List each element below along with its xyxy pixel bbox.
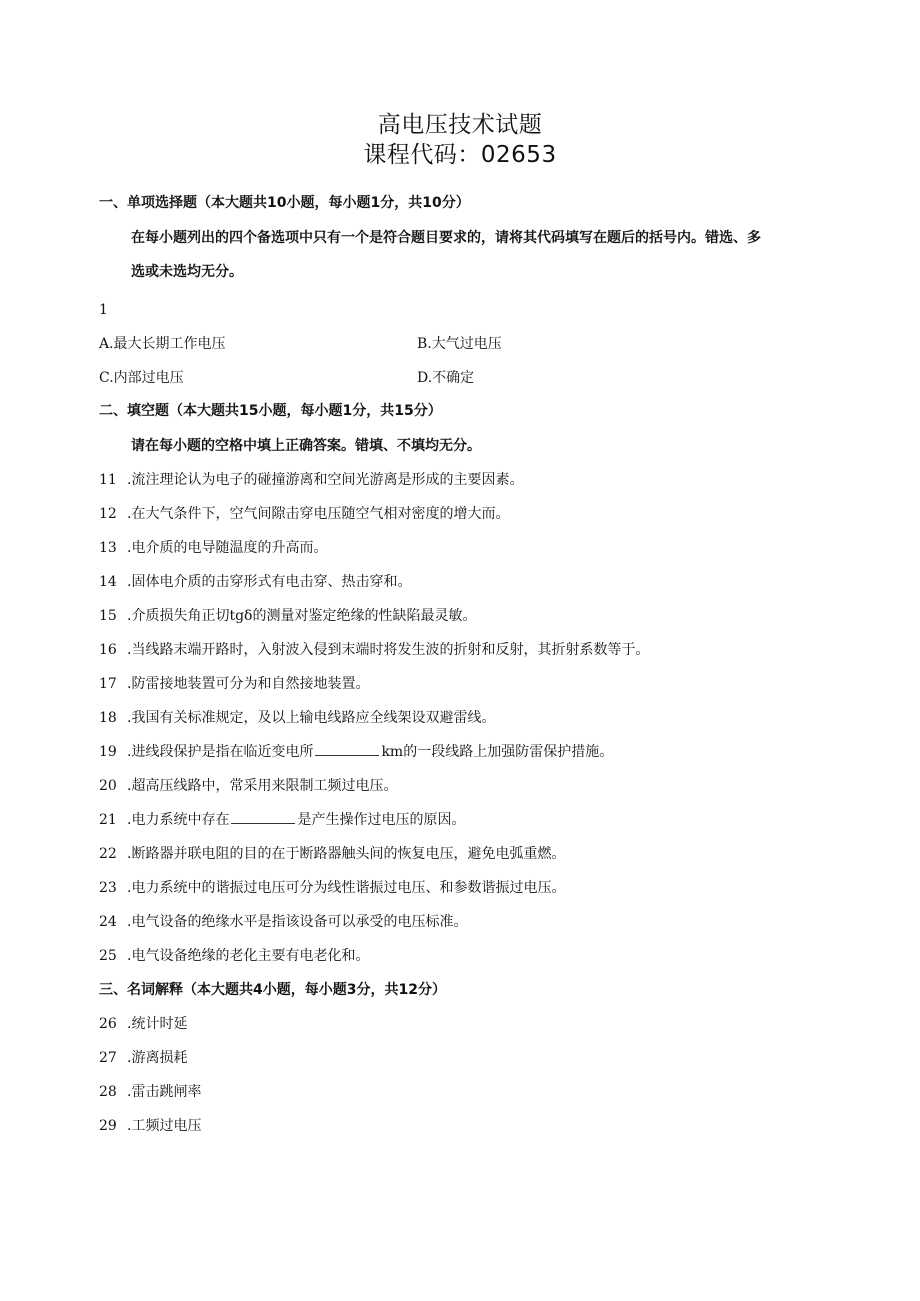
question-number: 12 — [99, 506, 117, 522]
question-text: .介质损失角正切tgδ的测量对鉴定绝缘的性缺陷最灵敏。 — [127, 608, 477, 624]
question-item — [99, 504, 509, 524]
question-item — [99, 606, 476, 626]
question-text-prefix: .进线段保护是指在临近变电所 — [127, 744, 314, 760]
question-item — [99, 708, 495, 728]
question-item — [99, 640, 649, 660]
question-item — [99, 844, 565, 864]
question-text: .雷击跳闸率 — [127, 1084, 202, 1100]
question-text: .工频过电压 — [127, 1118, 202, 1134]
question-item — [99, 776, 397, 796]
question-text: .当线路末端开路时，入射波入侵到末端时将发生波的折射和反射，其折射系数等于。 — [127, 642, 650, 658]
question-item — [99, 470, 523, 490]
question-text: .电介质的电导随温度的升高而。 — [127, 540, 328, 556]
answer-blank — [231, 810, 295, 824]
question-text: .统计时延 — [127, 1016, 188, 1032]
question-text-suffix: km的一段线路上加强防雷保护措施。 — [381, 744, 614, 760]
question-number: 19 — [99, 744, 117, 760]
question-number: 26 — [99, 1016, 117, 1032]
question-item — [99, 1082, 201, 1102]
question-number: 13 — [99, 540, 117, 556]
question-number: 27 — [99, 1050, 117, 1066]
question-number: 14 — [99, 574, 117, 590]
question-item — [99, 1116, 201, 1136]
question-text: .流注理论认为电子的碰撞游离和空间光游离是形成的主要因素。 — [127, 472, 524, 488]
question-text: .在大气条件下，空气间隙击穿电压随空气相对密度的增大而。 — [127, 506, 510, 522]
question-item — [99, 1014, 187, 1034]
question-item — [99, 912, 467, 932]
question-text: .固体电介质的击穿形式有电击穿、热击穿和。 — [127, 574, 412, 590]
question-item — [99, 538, 327, 558]
question-1-number: 1 — [99, 302, 108, 318]
question-text: .游离损耗 — [127, 1050, 188, 1066]
question-number: 28 — [99, 1084, 117, 1100]
question-number: 17 — [99, 676, 117, 692]
section2-instruction: 请在每小题的空格中填上正确答案。错填、不填均无分。 — [131, 438, 481, 454]
question-number: 16 — [99, 642, 117, 658]
question-number: 24 — [99, 914, 117, 930]
section3-heading: 三、名词解释（本大题共4小题，每小题3分，共12分） — [99, 982, 446, 998]
page-title: 高电压技术试题 — [377, 112, 543, 138]
option-a: A.最大长期工作电压 — [99, 336, 226, 352]
question-number: 22 — [99, 846, 117, 862]
question-item — [99, 878, 565, 898]
question-number: 29 — [99, 1118, 117, 1134]
option-c: C.内部过电压 — [99, 370, 184, 386]
question-text: .我国有关标准规定，及以上输电线路应全线架设双避雷线。 — [127, 710, 496, 726]
option-d: D.不确定 — [417, 370, 475, 386]
question-text: .电气设备的绝缘水平是指该设备可以承受的电压标准。 — [127, 914, 468, 930]
question-number: 23 — [99, 880, 117, 896]
question-text: .超高压线路中，常采用来限制工频过电压。 — [127, 778, 398, 794]
question-text: .电气设备绝缘的老化主要有电老化和。 — [127, 948, 370, 964]
option-b: B.大气过电压 — [417, 336, 502, 352]
section1-instruction-line1: 在每小题列出的四个备选项中只有一个是符合题目要求的，请将其代码填写在题后的括号内。错选、多 — [131, 230, 761, 246]
question-number: 21 — [99, 812, 117, 828]
section1-instruction-line2: 选或未选均无分。 — [131, 264, 243, 280]
question-item — [99, 674, 369, 694]
question-item — [99, 742, 613, 762]
question-item — [99, 946, 369, 966]
question-item — [99, 1048, 187, 1068]
question-number: 25 — [99, 948, 117, 964]
question-text: .防雷接地装置可分为和自然接地装置。 — [127, 676, 370, 692]
course-code: 课程代码：02653 — [363, 142, 557, 168]
answer-blank — [315, 742, 379, 756]
section2-heading: 二、填空题（本大题共15小题，每小题1分，共15分） — [99, 403, 442, 419]
question-text: .电力系统中的谐振过电压可分为线性谐振过电压、和参数谐振过电压。 — [127, 880, 566, 896]
question-number: 15 — [99, 608, 117, 624]
question-item — [99, 572, 411, 592]
question-text-suffix: 是产生操作过电压的原因。 — [297, 812, 466, 828]
question-text-prefix: .电力系统中存在 — [127, 812, 230, 828]
question-text: .断路器并联电阻的目的在于断路器触头间的恢复电压，避免电弧重燃。 — [127, 846, 566, 862]
question-number: 11 — [99, 472, 117, 488]
section1-heading: 一、单项选择题（本大题共10小题，每小题1分，共10分） — [99, 195, 470, 211]
question-number: 18 — [99, 710, 117, 726]
question-item — [99, 810, 465, 830]
question-number: 20 — [99, 778, 117, 794]
